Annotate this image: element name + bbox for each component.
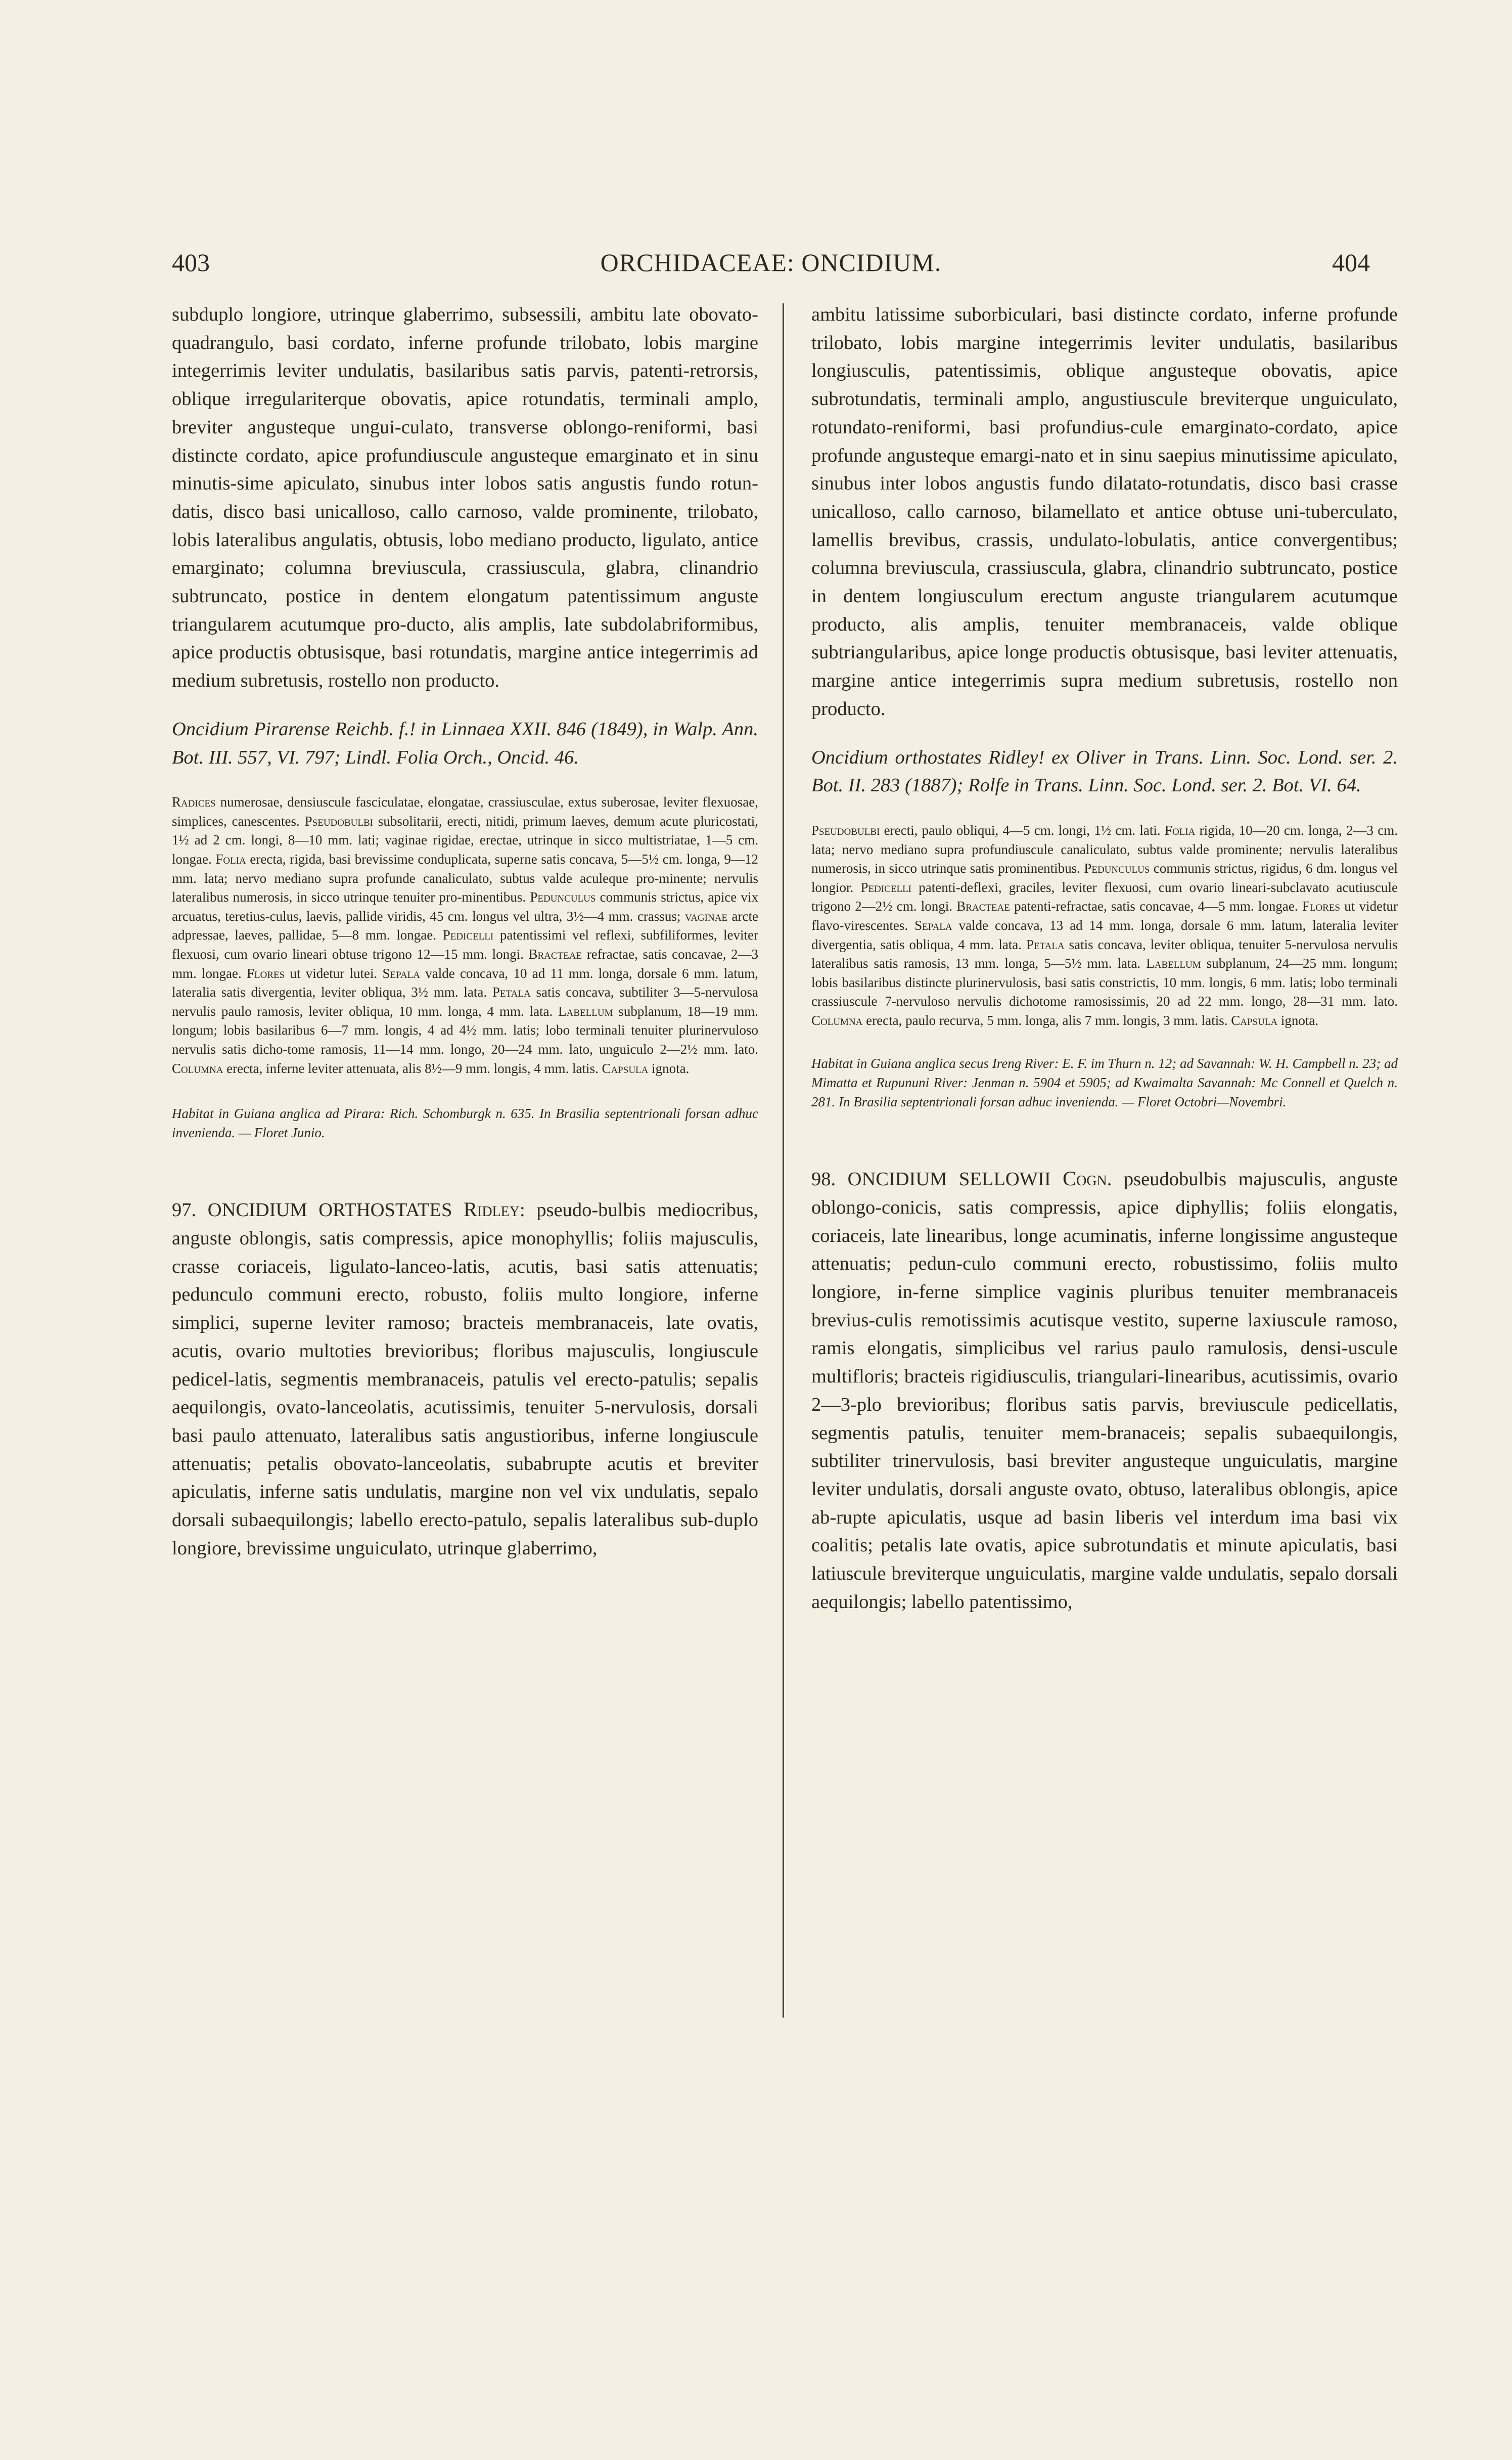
desc-text: satis concava, leviter obliqua, tenuiter 5-nervulosa nervulis lateralibus satis ramosis, 13 mm. longa, 5—5½ mm. lata. [811,936,1398,971]
term-pedunculus: Pedunculus [530,889,596,905]
left-description-continued: subduplo longiore, utrinque glaberrimo, subsessili, ambitu late obovato-quadrangulo, basi cordato, inferne profunde trilobato, lobis margine integerrimis leviter undulatis, basilaribus satis parvis, patenti-retrorsis, oblique irregulariterque obovatis, apice rotundatis, terminali amplo, breviter angusteque ungui-culato, transverse oblongo-reniformi, basi distincte cordato, apice profundiuscule angusteque emarginato et in sinu minutis-sime apiculato, sinubus inter lobos satis angustis fundo rotun-datis, disco basi unicalloso, callo carnoso, valde prominente, trilobato, lobis lateralibus angulatis, obtusis, lobo mediano producto, ligulato, antice emarginato; columna breviuscula, crassiuscula, glabra, clinandrio subtruncato, postice in dentem elongatum patentissimum anguste triangularem acutumque pro-ducto, alis amplis, late subdolabriformibus, apice productis obtusisque, basi rotundatis, margine antice integerrimis ad medium subretusis, rostello non producto. [172,304,758,692]
term-petala: Petala [1026,936,1065,952]
right-description-continued: ambitu latissime suborbiculari, basi distincte cordato, inferne profunde trilobato, lobis margine integerrimis leviter undulatis, basilaribus longiusculis, patentissimis, oblique angusteque obovatis, apice subrotundatis, terminali amplo, angustiuscule breviterque unguiculato, rotundato-reniformi, basi profundius-cule emarginato-cordato, apice profunde angusteque emargi-nato et in sinu saepius minutissime apiculato, sinubus inter lobos angustis fundo dilatato-rotundatis, disco basi crasse unicalloso, callo carnoso, bilamellato et antice obtuse uni-tuberculato, lamellis brevibus, crassis, undulato-lobulatis, antice convergentibus; columna breviuscula, crassiuscula, glabra, clinandrio subtruncato, postice in dentem longiusculum erectum anguste triangularem acutumque producto, alis amplis, tenuiter membranaceis, valde oblique subtriangularibus, apice longe productis obtusisque, basi leviter attenuatis, margine antice integerrimis supra medium subretusis, rostello non producto. [811,304,1398,720]
desc-text: erecta, rigida, basi brevissime conduplicata, superne satis concava, 5—5½ cm. longa, 9—12 mm. lata; nervo mediano supra profunde canaliculato, subtus valde aculeque pro-minente; nervulis lateralibus numerosis, in sicco utrinque tenuiter pro-minentibus. [172,852,758,905]
desc-text: valde concava, 13 ad 14 mm. longa, dorsale 6 mm. latum, lateralia leviter divergentia, satis obliqua, 4 mm. lata. [811,917,1398,952]
term-pedunculus: Pedunculus [1084,861,1150,876]
left-column [172,301,758,1562]
desc-text: erecti, paulo obliqui, 4—5 cm. longi, 1½ cm. lati. [880,822,1165,838]
desc-text: subsolitarii, erecti, nitidi, primum laeves, demum acute pluricostati, 1½ ad 2 cm. longi, 8—10 mm. lati; vaginae rigidae, erectae, utrinque in sicco multistriatae, 1—5 cm. longae. [172,813,758,867]
desc-text: arcte adpressae, laeves, pallidae, 5—8 mm. longae. [172,908,758,943]
desc-text: ut videtur lutei. [285,965,383,981]
desc-text: communis strictus, rigidus, 6 dm. longus vel longior. [811,861,1398,895]
desc-text: ignota. [1277,1012,1319,1028]
term-folia: Folia [215,852,246,867]
desc-text: satis concava, subtiliter 3—5-nervulosa nervulis paulo ramosis, leviter obliqua, 10 mm. longa, 4 mm. lata. [172,985,758,1019]
term-flores: Flores [247,965,285,981]
desc-text: refractae, satis concavae, 2—3 mm. longae. [172,947,758,981]
desc-text: valde concava, 10 ad 11 mm. longa, dorsale 6 mm. latum, lateralia satis divergentia, leviter obliqua, 3½ mm. lata. [172,965,758,1000]
left-habitat: Habitat in Guiana anglica ad Pirara: Rich. Schomburgk n. 635. In Brasilia septentrionali forsan adhuc invenienda. — Floret Junio. [172,1106,758,1140]
term-pseudobulbi: Pseudobulbi [304,813,373,829]
right-column [811,301,1398,1617]
desc-text: numerosae, densiuscule fasciculatae, elongatae, crassiusculae, extus suberosae, leviter flexuosae, simplices, canescentes. [172,794,758,829]
right-detailed-description [811,821,1398,1031]
desc-text: rigida, 10—20 cm. longa, 2—3 cm. lata; nervo mediano supra profundiuscule canaliculato, subtus valde prominente; nervulis lateralibus numerosis, in sicco utrinque satis prominentibus. [811,822,1398,876]
term-petala: Petala [492,985,531,1000]
desc-text: erecta, paulo recurva, 5 mm. longa, alis 7 mm. longis, 3 mm. latis. [862,1012,1231,1028]
desc-text: subplanum, 18—19 mm. longum; lobis basilaribus 6—7 mm. longis, 4 ad 4½ mm. latis; lobo terminali tenuiter plurinervuloso nervulis satis dicho-tome ramosis, 11—14 mm. longo, 20—24 mm. lato, unguiculo 2—2½ mm. lato. [172,1003,758,1057]
term-labellum: Labellum [1146,956,1201,971]
term-sepala: Sepala [914,917,952,933]
desc-text: patenti-deflexi, graciles, leviter flexuosi, cum ovario lineari-subclavato acutiuscule trigono 2—2½ cm. longi. [811,879,1398,914]
species-97-entry [172,1195,758,1562]
species-number: 98. [811,1169,848,1190]
term-capsula: Capsula [1231,1012,1278,1028]
term-capsula: Capsula [602,1060,649,1076]
species-name: ONCIDIUM SELLOWII [847,1169,1051,1190]
desc-text: ignota. [648,1060,690,1076]
left-citation: Oncidium Pirarense Reichb. f.! in Linnaea XXII. 846 (1849), in Walp. Ann. Bot. III. 557, VI. 797; Lindl. Folia Orch., Oncid. 46. [172,718,758,768]
species-98-entry [811,1165,1398,1616]
page-header [172,248,1370,283]
desc-text: ut videtur flavo-virescentes. [811,899,1398,933]
page-number-right: 404 [1332,248,1370,277]
species-author: Ridley [464,1198,520,1221]
term-bracteae: Bracteae [956,899,1010,914]
term-radices: Radices [172,794,216,810]
desc-text: patenti-refractae, satis concavae, 4—5 mm. longae. [1010,899,1302,914]
term-bracteae: Bracteae [528,947,582,962]
species-name: ONCIDIUM ORTHOSTATES [207,1199,452,1221]
species-author: Cogn [1063,1167,1107,1190]
running-title: ORCHIDACEAE: ONCIDIUM. [600,248,942,277]
term-pedicelli: Pedicelli [860,879,912,895]
term-pedicelli: Pedicelli [442,927,494,943]
desc-text: patentissimi vel reflexi, subfiliformes, leviter flexuosi, cum ovario lineari obtuse trigono 12—15 mm. longi. [172,927,758,962]
term-pseudobulbi: Pseudobulbi [811,822,880,838]
desc-text: subplanum, 24—25 mm. longum; lobis basilaribus distincte plurinervulosis, basi satis constrictis, 10 mm. longis, 6 mm. latis; lobo terminali crassiuscule 7-nervuloso nervulis dichotome ramosissimis, 20 ad 22 mm. longo, 28—31 mm. lato. [811,956,1398,1009]
left-detailed-description [172,793,758,1078]
page-number-left: 403 [172,248,210,277]
desc-text: communis strictus, apice vix arcuatus, teretius-culus, laevis, pallide viridis, 45 cm. longus vel ultra, 3½—4 mm. crassus; [172,889,758,924]
term-columna: Columna [172,1060,223,1076]
term-columna: Columna [811,1012,863,1028]
term-folia: Folia [1164,822,1196,838]
term-vaginae: vaginae [684,908,728,924]
desc-text: erecta, inferne leviter attenuata, alis 8½—9 mm. longis, 4 mm. latis. [223,1060,602,1076]
right-citation: Oncidium orthostates Ridley! ex Oliver in Trans. Linn. Soc. Lond. ser. 2. Bot. II. 283 (1887); Rolfe in Trans. Linn. Soc. Lond. ser. 2. Bot. VI. 64. [811,746,1398,796]
species-diagnosis: : pseudo-bulbis mediocribus, anguste oblongis, satis compressis, apice monophyllis; foliis majusculis, crasse coriaceis, ligulato-lanceo-latis, acutis, basi satis attenuatis; pedunculo communi erecto, robusto, foliis multo longiore, inferne simplici, superne leviter ramoso; bracteis membranaceis, late ovatis, acutis, ovario multoties brevioribus; floribus majusculis, longiuscule pedicel-latis, segmentis membranaceis, patulis vel erecto-patulis; sepalis aequilongis, ovato-lanceolatis, acutissimis, tenuiter 5-nervulosis, dorsali basi paulo attenuato, lateralibus satis angustioribus, inferne longiuscule attenuatis; petalis obovato-lanceolatis, subabrupte acutis et breviter apiculatis, inferne satis undulatis, margine non vel vix undulatis, sepalo dorsali subaequilongis; labello erecto-patulo, sepalis lateralibus sub-duplo longiore, brevissime unguiculato, utrinque glaberrimo, [172,1199,758,1559]
term-sepala: Sepala [382,965,420,981]
term-labellum: Labellum [558,1003,613,1019]
species-diagnosis: . pseudobulbis majusculis, anguste oblongo-conicis, satis compressis, apice diphyllis; foliis elongatis, coriaceis, late linearibus, longe acuminatis, inferne longissime angusteque attenuatis; pedun-culo communi erecto, robustissimo, foliis multo longiore, in-ferne simplice vaginis pluribus tenuiter membranaceis brevius-culis remotissimis acutisque vestito, superne laxiuscule ramoso, ramis elongatis, simplicibus vel rarius paulo ramulosis, densi-uscule multifloris; bracteis rigidiusculis, triangulari-linearibus, acutissimis, ovario 2—3-plo brevioribus; floribus satis parvis, breviuscule pedicellatis, segmentis patulis, tenuiter mem-branaceis; sepalis subaequilongis, subtiliter trinervulosis, basi breviter angusteque unguiculatis, margine leviter undulatis, dorsali anguste ovato, obtuso, lateralibus oblongis, apice ab-rupte apiculatis, usque ad basin liberis vel interdum ima basi vix coalitis; petalis late ovatis, apice subrotundatis et minute apiculatis, basi latiuscule breviterque unguiculatis, margine valde undulatis, sepalo dorsali aequilongis; labello patentissimo, [811,1169,1398,1613]
column-divider [783,303,784,2018]
species-number: 97. [172,1199,208,1221]
right-habitat: Habitat in Guiana anglica secus Ireng River: E. F. im Thurn n. 12; ad Savannah: W. H. Campbell n. 23; ad Mimatta et Rupununi River: Jenman n. 5904 et 5905; ad Kwaimalta Savannah: Mc Connell et Quelch n. 281. In Brasilia septentrionali forsan adhuc invenienda. — Floret Octobri—Novembri. [811,1056,1398,1109]
term-flores: Flores [1302,899,1341,914]
